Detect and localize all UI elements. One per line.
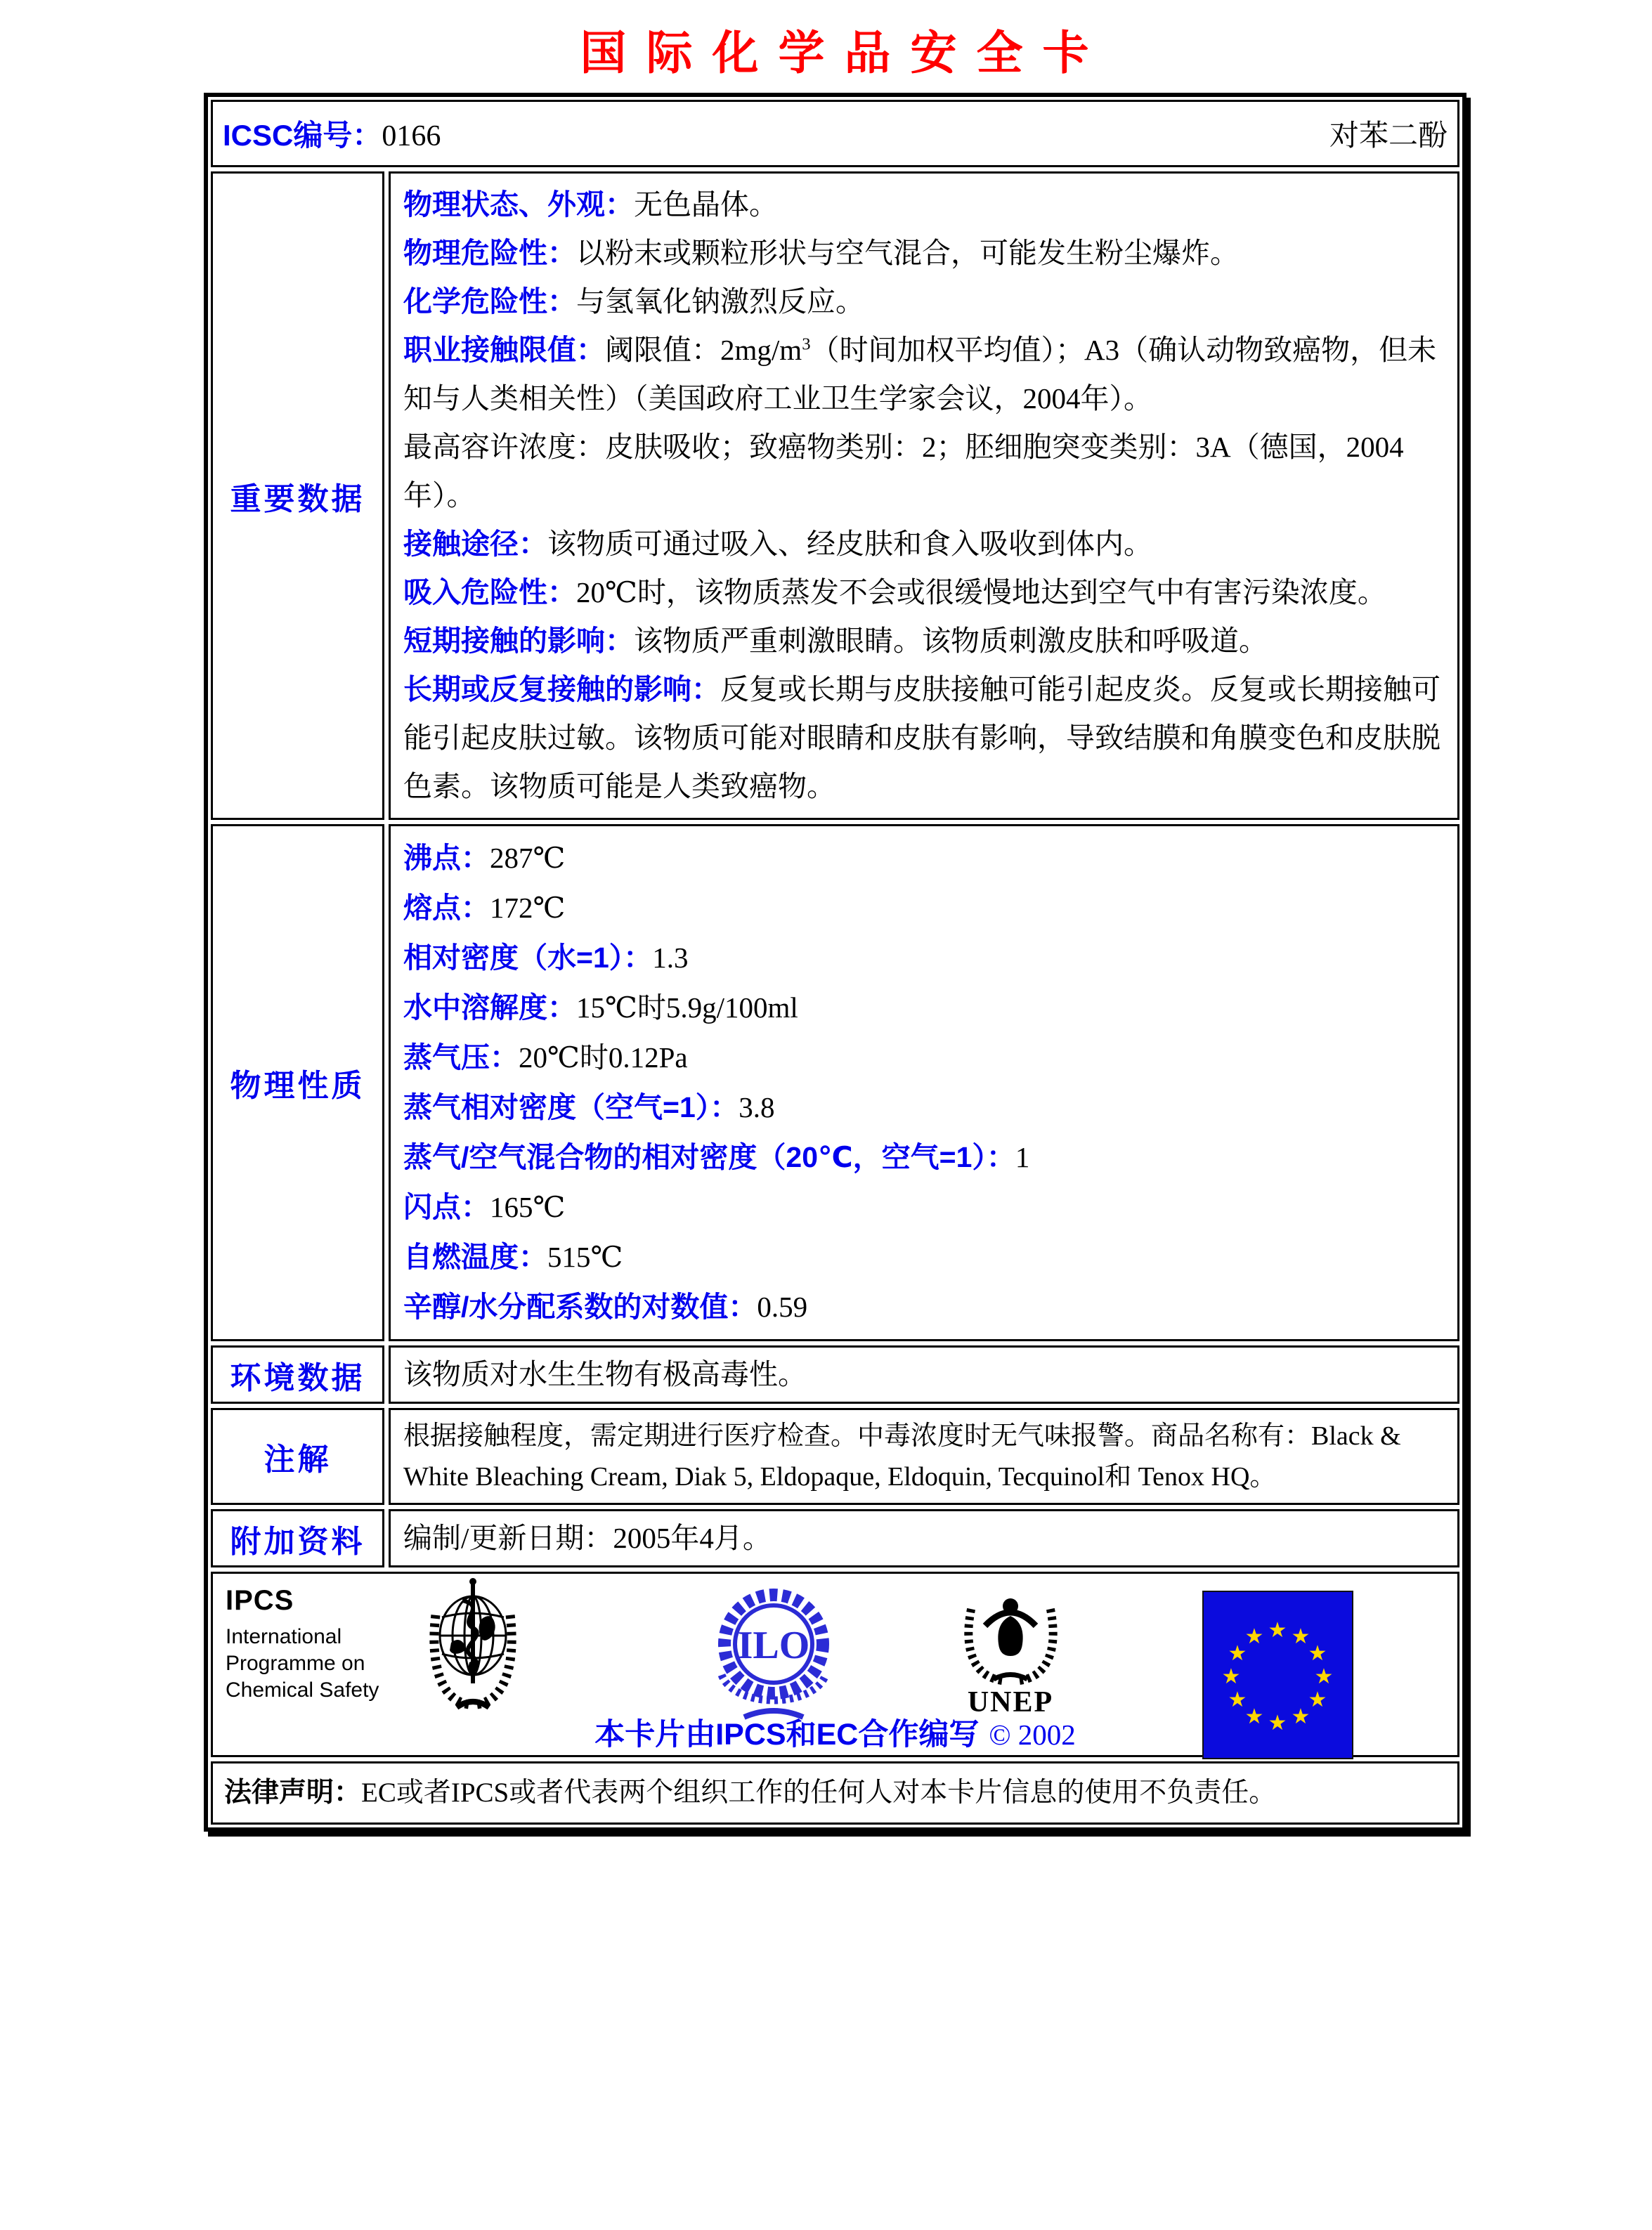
svg-text:★: ★ — [1221, 1664, 1241, 1689]
field-label: 蒸气相对密度（空气=1）： — [403, 1091, 739, 1123]
safety-card — [204, 93, 1466, 1832]
field-label: 接触途径： — [403, 528, 547, 560]
unep-figure-body — [998, 1616, 1022, 1656]
unep-logo — [953, 1581, 1069, 1686]
field-label: 蒸气压： — [403, 1041, 519, 1074]
legal-cell — [211, 1761, 1459, 1825]
chemical-name: 对苯二酚 — [1329, 120, 1448, 152]
legal-text: EC或者IPCS或者代表两个组织工作的任何人对本卡片信息的使用不负责任。 — [361, 1778, 1277, 1808]
unep-block — [951, 1581, 1070, 1719]
logos-row — [211, 1572, 1459, 1757]
header-cell — [211, 100, 1459, 167]
data-line: 辛醇/水分配系数的对数值：0.59 — [403, 1291, 808, 1323]
svg-text:★: ★ — [1244, 1704, 1264, 1729]
data-line: 沸点：287℃ — [403, 842, 566, 874]
svg-text:★: ★ — [1291, 1704, 1310, 1729]
field-label: 物理危险性： — [403, 237, 576, 269]
ipcs-name — [226, 1624, 379, 1704]
data-line: 职业接触限值：阈限值：$2mg/m^3$（时间加权平均值）；A3（确认动物致癌物，但未知与人类相关性）（美国政府工业卫生学家会议，2004年）。 — [403, 334, 1437, 415]
field-label: 辛醇/水分配系数的对数值： — [403, 1291, 757, 1323]
data-line: 相对密度（水=1）：1.3 — [403, 941, 689, 974]
notes-content: 根据接触程度，需定期进行医疗检查。中毒浓度时无气味报警。商品名称有：Black & White Bleaching Cream, Diak 5, Eldopaque, Eldoquin, Tecquinol和 Tenox HQ。 — [389, 1408, 1459, 1505]
section-label-environmental-data: 环境数据 — [211, 1345, 384, 1404]
data-line: 物理状态、外观：无色晶体。 — [403, 188, 778, 221]
important-data-row — [211, 171, 1459, 820]
svg-text:★: ★ — [1308, 1641, 1327, 1666]
ilo-letters: ILO — [737, 1624, 810, 1667]
field-label: 自燃温度： — [403, 1241, 547, 1273]
logos-cell — [211, 1572, 1459, 1757]
unep-wordmark: UNEP — [967, 1686, 1054, 1719]
svg-text:★: ★ — [1268, 1711, 1287, 1735]
ilo-logo — [703, 1579, 844, 1727]
field-label: 水中溶解度： — [403, 991, 576, 1024]
field-label: 化学危险性： — [403, 285, 576, 318]
svg-text:★: ★ — [1228, 1641, 1247, 1666]
physical-properties-row — [211, 824, 1459, 1341]
icsc-number-value: 0166 — [382, 120, 441, 152]
field-label: 职业接触限值： — [403, 334, 605, 366]
data-line: 熔点：172℃ — [403, 892, 566, 924]
ipcs-acronym: IPCS — [226, 1585, 294, 1616]
icsc-number-label: ICSC编号： — [223, 119, 382, 152]
data-line: 化学危险性：与氢氧化钠激烈反应。 — [403, 285, 864, 318]
data-line: International — [226, 1625, 342, 1648]
data-line: 吸入危险性：20℃时，该物质蒸发不会或很缓慢地达到空气中有害污染浓度。 — [403, 576, 1386, 608]
legal-row — [211, 1761, 1459, 1825]
field-label: 熔点： — [403, 892, 490, 924]
svg-text:★: ★ — [1244, 1624, 1264, 1649]
svg-text:★: ★ — [1291, 1624, 1310, 1649]
caption-text: 本卡片由IPCS和EC合作编写 — [594, 1718, 980, 1752]
svg-text:★: ★ — [1308, 1688, 1327, 1712]
svg-text:★: ★ — [1268, 1618, 1287, 1643]
data-line: 接触途径：该物质可通过吸入、经皮肤和食入吸收到体内。 — [403, 528, 1152, 560]
physical-properties-content — [389, 824, 1459, 1341]
header-row — [211, 100, 1459, 167]
data-line: 水中溶解度：15℃时5.9g/100ml — [403, 991, 798, 1024]
data-line: 最高容许浓度：皮肤吸收；致癌物类别：2；胚细胞突变类别：3A（德国，2004年）。 — [403, 431, 1404, 511]
data-line: 短期接触的影响：该物质严重刺激眼睛。该物质刺激皮肤和呼吸道。 — [403, 625, 1268, 657]
field-label: 相对密度（水=1）： — [403, 941, 653, 974]
section-label-additional-info: 附加资料 — [211, 1509, 384, 1567]
copyright-text: © 2002 — [989, 1719, 1076, 1751]
data-line: 自燃温度：515℃ — [403, 1241, 623, 1273]
field-label: 物理状态、外观： — [403, 188, 634, 221]
cooperation-caption — [213, 1711, 1457, 1754]
who-logo — [420, 1577, 526, 1713]
environmental-data-content: 该物质对水生生物有极高毒性。 — [389, 1345, 1459, 1404]
section-label-physical-properties: 物理性质 — [211, 824, 384, 1341]
field-label: 沸点： — [403, 842, 490, 874]
field-label: 长期或反复接触的影响： — [403, 673, 720, 705]
icsc-number-group — [223, 112, 441, 155]
section-label-notes: 注解 — [211, 1408, 384, 1505]
data-line: 蒸气相对密度（空气=1）：3.8 — [403, 1091, 775, 1123]
data-line: 蒸气/空气混合物的相对密度（20℃，空气=1）：1 — [403, 1141, 1030, 1173]
important-data-content — [389, 171, 1459, 820]
field-label: 短期接触的影响： — [403, 625, 634, 657]
additional-info-content: 编制/更新日期：2005年4月。 — [389, 1509, 1459, 1567]
notes-row — [211, 1408, 1459, 1505]
data-line: Programme on — [226, 1652, 365, 1675]
svg-text:★: ★ — [1228, 1688, 1247, 1712]
field-label: 吸入危险性： — [403, 576, 576, 608]
page-title: 国际化学品安全卡 — [580, 28, 1109, 79]
data-line: 蒸气压：20℃时0.12Pa — [403, 1041, 688, 1074]
additional-info-row — [211, 1509, 1459, 1567]
data-line: 长期或反复接触的影响：反复或长期与皮肤接触可能引起皮炎。反复或长期接触可能引起皮肤过敏。该物质可能对眼睛和皮肤有影响，导致结膜和角膜变色和皮肤脱色素。该物质可能是人类致癌物。 — [403, 673, 1440, 802]
svg-text:★: ★ — [1314, 1664, 1334, 1689]
section-label-important-data: 重要数据 — [211, 171, 384, 820]
data-line: Chemical Safety — [226, 1678, 379, 1702]
field-label: 闪点： — [403, 1191, 490, 1223]
data-line: 物理危险性：以粉末或颗粒形状与空气混合，可能发生粉尘爆炸。 — [403, 237, 1239, 269]
environmental-data-row — [211, 1345, 1459, 1404]
legal-label: 法律声明： — [224, 1778, 362, 1808]
ipcs-block — [226, 1585, 379, 1704]
data-line: 闪点：165℃ — [403, 1191, 566, 1223]
field-label: 蒸气/空气混合物的相对密度（20℃，空气=1）： — [403, 1141, 1015, 1173]
